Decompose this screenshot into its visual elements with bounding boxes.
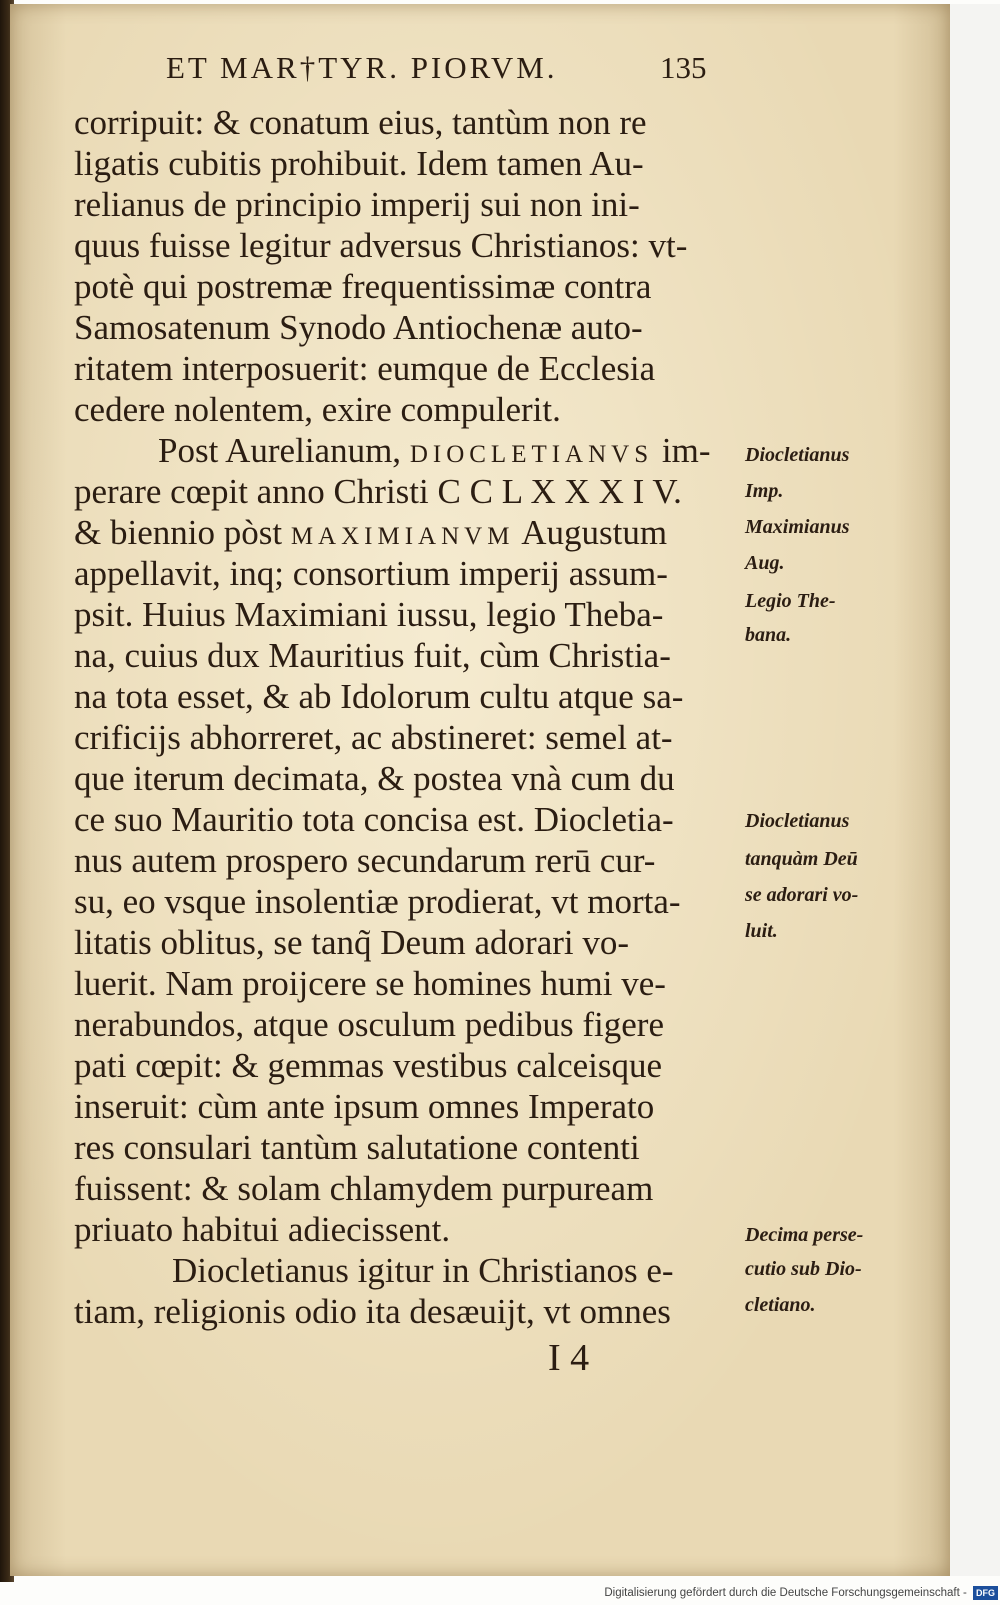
text-line: appellavit, inq; consortium imperij assum- — [74, 554, 668, 593]
text-line: corripuit: & conatum eius, tantùm non re — [74, 103, 647, 142]
margin-note: Legio The- — [745, 590, 836, 612]
text-line: res consulari tantùm salutatione contenti — [74, 1128, 640, 1167]
dfg-logo-icon: DFG — [973, 1586, 998, 1600]
margin-note: Imp. — [745, 480, 784, 502]
running-head-title: ET MAR†TYR. PIORVM. — [166, 50, 558, 85]
text-line: psit. Huius Maximiani iussu, legio Theba- — [74, 595, 664, 634]
page-border-strip — [950, 4, 1000, 1576]
small-caps-name: DIOCLETIANVS — [409, 441, 654, 468]
small-caps-name: MAXIMIANVM — [290, 523, 515, 550]
text-line: na, cuius dux Mauritius fuit, cùm Christia- — [74, 636, 671, 675]
text-line: relianus de principio imperij sui non ini- — [74, 185, 640, 224]
text-span: Post Aurelianum, — [158, 431, 410, 470]
text-line: que iterum decimata, & postea vnà cum du — [74, 759, 675, 798]
text-line: crificijs abhorreret, ac abstineret: semel at- — [74, 718, 673, 757]
margin-note: tanquàm Deū — [745, 848, 858, 870]
text-line — [74, 512, 667, 554]
text-line: litatis oblitus, se tanq̃ Deum adorari vo- — [74, 923, 630, 962]
margin-note: cletiano. — [745, 1294, 816, 1316]
text-line: potè qui postremæ frequentissimæ contra — [74, 267, 652, 306]
text-line: na tota esset, & ab Idolorum cultu atque sa- — [74, 677, 684, 716]
text-span: im- — [653, 431, 711, 470]
margin-note: Maximianus — [745, 516, 850, 538]
margin-note: Decima perse- — [745, 1224, 864, 1246]
margin-note: luit. — [745, 920, 778, 942]
signature-mark: I 4 — [548, 1337, 590, 1379]
text-line: tiam, religionis odio ita desæuijt, vt omnes — [74, 1292, 671, 1331]
text-line: perare cœpit anno Christi C C L X X X I V. — [74, 472, 682, 511]
text-line: ritatem interposuerit: eumque de Ecclesia — [74, 349, 656, 388]
page-number: 135 — [660, 50, 707, 85]
text-line: ce suo Mauritio tota concisa est. Diocletia- — [74, 800, 674, 839]
margin-note: Aug. — [745, 552, 785, 574]
margin-note: cutio sub Dio- — [745, 1258, 862, 1280]
text-line: Samosatenum Synodo Antiochenæ auto- — [74, 308, 643, 347]
text-line: nerabundos, atque osculum pedibus figere — [74, 1005, 664, 1044]
text-line: inseruit: cùm ante ipsum omnes Imperato — [74, 1087, 655, 1126]
text-line: quus fuisse legitur adversus Christianos: vt- — [74, 226, 688, 265]
text-line-paragraph-start: Diocletianus igitur in Christianos e- — [172, 1251, 674, 1290]
digitization-credit — [594, 1584, 998, 1602]
text-line: priuato habitui adiecissent. — [74, 1210, 451, 1249]
margin-note: bana. — [745, 624, 792, 646]
running-head — [166, 50, 726, 92]
margin-note: Diocletianus — [745, 444, 850, 466]
text-line: cedere nolentem, exire compulerit. — [74, 390, 561, 429]
text-line: pati cœpit: & gemmas vestibus calceisque — [74, 1046, 663, 1085]
text-line-paragraph-start — [158, 430, 711, 472]
text-line: ligatis cubitis prohibuit. Idem tamen Au- — [74, 144, 644, 183]
text-line: luerit. Nam proijcere se homines humi ve- — [74, 964, 666, 1003]
text-line: su, eo vsque insolentiæ prodierat, vt morta- — [74, 882, 681, 921]
text-line: nus autem prospero secundarum rerū cur- — [74, 841, 656, 880]
credit-text: Digitalisierung gefördert durch die Deutsche Forschungsgemeinschaft - — [604, 1587, 967, 1599]
text-line: fuissent: & solam chlamydem purpuream — [74, 1169, 654, 1208]
margin-note: Diocletianus — [745, 810, 850, 832]
text-span: & biennio pòst — [74, 513, 291, 552]
margin-note: se adorari vo- — [745, 884, 859, 906]
text-span: Augustum — [514, 513, 668, 552]
